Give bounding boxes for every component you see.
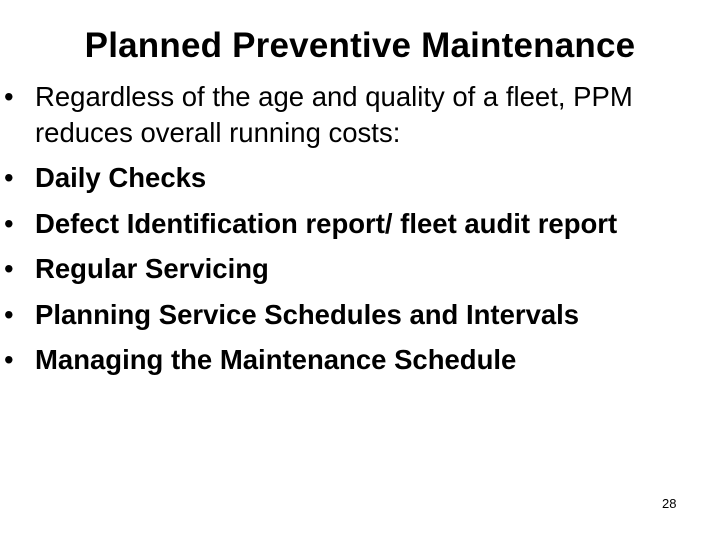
page-number: 28 [662,496,677,511]
bullet-text: Defect Identification report/ fleet audit report [35,207,618,239]
bullet-icon: • [4,162,14,193]
bullet-list [0,79,720,388]
bullet-item [0,251,720,287]
bullet-icon: • [4,81,14,112]
bullet-icon: • [4,207,14,239]
bullet-icon: • [4,253,14,284]
bullet-item [0,206,720,242]
bullet-text: Planning Service Schedules and Intervals [35,298,580,330]
slide-title: Planned Preventive Maintenance [84,26,636,65]
bullet-text: Regular Servicing [35,253,269,284]
bullet-item [0,297,720,333]
bullet-item [0,79,695,151]
bullet-text: Regardless of the age and quality of a fleet, PPM reduces overall running costs: [35,81,633,148]
bullet-item [0,160,720,196]
bullet-icon: • [4,298,14,330]
bullet-text: Managing the Maintenance Schedule [35,344,517,375]
bullet-text: Daily Checks [35,162,207,193]
bullet-icon: • [4,344,14,375]
bullet-item [0,342,720,378]
